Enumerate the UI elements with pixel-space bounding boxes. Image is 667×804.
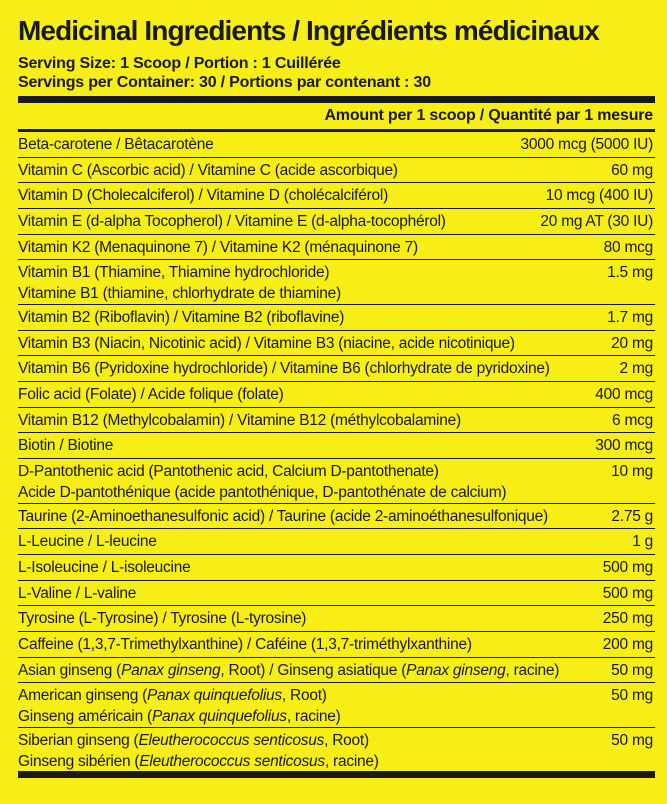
ingredient-name-line: American ginseng (Panax quinquefolius, Root) — [18, 687, 327, 705]
latin-species-name: Eleutherococcus senticosus — [138, 731, 325, 749]
ingredient-row — [18, 158, 655, 184]
ingredient-name — [18, 237, 418, 258]
panel-title: Medicinal Ingredients / Ingrédients médicinaux — [18, 15, 599, 46]
ingredient-amount: 3000 mcg (5000 IU) — [520, 136, 653, 153]
ingredient-row — [18, 382, 655, 408]
ingredient-name — [18, 557, 190, 578]
ingredient-row — [18, 581, 655, 607]
ingredient-name — [18, 134, 214, 155]
ingredient-name-line: Tyrosine (L-Tyrosine) / Tyrosine (L-tyrosine) — [18, 610, 307, 628]
serving-size: Serving Size: 1 Scoop / Portion : 1 Cuillérée — [18, 55, 341, 72]
ingredient-name — [18, 358, 550, 379]
ingredient-amount: 2.75 g — [611, 507, 653, 525]
ingredient-name-line: Biotin / Biotine — [18, 437, 114, 455]
ingredient-row — [18, 658, 655, 684]
ingredient-amount: 10 mcg (400 IU) — [545, 187, 653, 205]
ingredient-name — [18, 660, 559, 681]
ingredient-amount: 50 mg — [611, 661, 653, 679]
ingredient-row — [18, 632, 655, 658]
ingredient-name — [18, 685, 341, 727]
ingredient-amount: 50 mg — [611, 687, 653, 705]
ingredient-name-line: Vitamin B12 (Methylcobalamin) / Vitamine B12 (méthylcobalamine) — [18, 411, 461, 429]
ingredient-amount: 6 mcg — [612, 411, 653, 429]
ingredient-row — [18, 305, 655, 331]
ingredient-row — [18, 504, 655, 530]
ingredient-name-line: Acide D-pantothénique (acide pantothénique, D-pantothénate de calcium) — [18, 484, 507, 502]
ingredient-name — [18, 435, 113, 456]
ingredient-row — [18, 433, 655, 459]
ingredient-row — [18, 529, 655, 555]
ingredient-name — [18, 384, 284, 405]
ingredient-name-line: Vitamin B3 (Niacin, Nicotinic acid) / Vitamine B3 (niacine, acide nicotinique) — [18, 334, 515, 352]
ingredient-amount: 60 mg — [611, 161, 653, 179]
ingredient-row — [18, 331, 655, 357]
latin-species-name: Panax ginseng — [121, 661, 221, 679]
ingredient-name-line: Asian ginseng (Panax ginseng, Root) / Ginseng asiatique (Panax ginseng, racine) — [18, 661, 560, 679]
amount-header: Amount per 1 scoop / Quantité par 1 mesure — [18, 103, 655, 132]
latin-species-name: Panax quinquefolius — [151, 708, 287, 726]
ingredient-row — [18, 459, 655, 504]
ingredient-name — [18, 461, 506, 503]
ingredient-name-line: Folic acid (Folate) / Acide folique (folate) — [18, 386, 284, 403]
ingredient-name-line: L-Leucine / L-leucine — [18, 533, 157, 551]
ingredient-name-line: Ginseng américain (Panax quinquefolius, racine) — [18, 708, 341, 726]
ingredient-amount: 500 mg — [602, 584, 653, 602]
latin-species-name: Panax quinquefolius — [147, 687, 282, 705]
ingredient-table — [18, 132, 655, 772]
ingredient-row — [18, 555, 655, 581]
bottom-divider — [18, 772, 655, 778]
ingredient-amount: 500 mg — [602, 558, 653, 576]
ingredient-amount: 10 mg — [611, 463, 653, 481]
ingredient-name — [18, 211, 446, 232]
ingredient-name — [18, 583, 136, 604]
ingredient-name-line: Siberian ginseng (Eleutherococcus senticosus, Root) — [18, 731, 369, 749]
servings-per-container: Servings per Container: 30 / Portions par contenant : 30 — [18, 74, 431, 91]
ingredient-name — [18, 185, 388, 206]
ingredient-amount: 1.5 mg — [607, 264, 653, 282]
ingredient-name-line: Caffeine (1,3,7-Trimethylxanthine) / Caféine (1,3,7-triméthylxanthine) — [18, 636, 472, 653]
ingredient-amount: 80 mcg — [603, 238, 653, 256]
ingredient-name — [18, 410, 461, 431]
ingredient-name-line: D-Pantothenic acid (Pantothenic acid, Calcium D-pantothenate) — [18, 463, 439, 481]
ingredient-row — [18, 728, 655, 773]
ingredient-amount: 50 mg — [611, 731, 653, 749]
ingredient-name-line: Beta-carotene / Bêtacarotène — [18, 136, 214, 153]
ingredient-row — [18, 132, 655, 158]
ingredient-name — [18, 730, 379, 772]
ingredient-amount: 20 mg — [611, 334, 653, 352]
ingredient-row — [18, 260, 655, 305]
ingredient-name — [18, 333, 515, 354]
ingredient-name-line: Vitamin B1 (Thiamine, Thiamine hydrochloride) — [18, 264, 330, 282]
ingredient-name — [18, 608, 306, 629]
ingredient-name-line: Ginseng sibérien (Eleutherococcus senticosus, racine) — [18, 752, 379, 770]
thick-divider — [18, 96, 655, 103]
ingredient-amount: 250 mg — [602, 610, 653, 628]
ingredient-amount: 400 mcg — [595, 386, 653, 403]
ingredient-name — [18, 160, 398, 181]
ingredient-name-line: L-Valine / L-valine — [18, 584, 137, 602]
ingredient-row — [18, 683, 655, 728]
ingredient-row — [18, 408, 655, 434]
ingredient-name-line: Vitamin C (Ascorbic acid) / Vitamine C (acide ascorbique) — [18, 161, 398, 179]
ingredient-row — [18, 235, 655, 261]
ingredient-name — [18, 262, 341, 304]
ingredient-amount: 20 mg AT (30 IU) — [540, 213, 653, 231]
ingredient-name-line: Vitamin B6 (Pyridoxine hydrochloride) / Vitamine B6 (chlorhydrate de pyridoxine) — [18, 360, 550, 378]
ingredient-name-line: Vitamin B2 (Riboflavin) / Vitamine B2 (riboflavine) — [18, 308, 345, 326]
ingredient-amount: 200 mg — [602, 636, 653, 653]
ingredient-row — [18, 183, 655, 209]
ingredient-name-line: Vitamin K2 (Menaquinone 7) / Vitamine K2 (ménaquinone 7) — [18, 238, 418, 256]
ingredient-amount: 1.7 mg — [607, 308, 653, 326]
latin-species-name: Panax ginseng — [406, 661, 506, 679]
ingredient-name — [18, 531, 157, 552]
ingredient-name — [18, 506, 548, 527]
ingredient-name-line: Vitamin E (d-alpha Tocopherol) / Vitamine E (d-alpha-tocophérol) — [18, 213, 446, 231]
ingredient-row — [18, 356, 655, 382]
latin-species-name: Eleutherococcus senticosus — [139, 752, 325, 770]
ingredient-amount: 1 g — [632, 533, 653, 551]
ingredient-amount: 300 mcg — [595, 437, 653, 455]
ingredient-amount: 2 mg — [619, 360, 653, 378]
ingredient-name-line: Vitamine B1 (thiamine, chlorhydrate de thiamine) — [18, 285, 341, 303]
ingredient-row — [18, 606, 655, 632]
ingredient-name-line: Taurine (2-Aminoethanesulfonic acid) / Taurine (acide 2-aminoéthanesulfonique) — [18, 507, 548, 525]
ingredient-name-line: L-Isoleucine / L-isoleucine — [18, 558, 191, 576]
ingredient-name — [18, 634, 472, 655]
ingredient-name — [18, 307, 344, 328]
ingredient-name-line: Vitamin D (Cholecalciferol) / Vitamine D (cholécalciférol) — [18, 187, 388, 205]
ingredient-row — [18, 209, 655, 235]
